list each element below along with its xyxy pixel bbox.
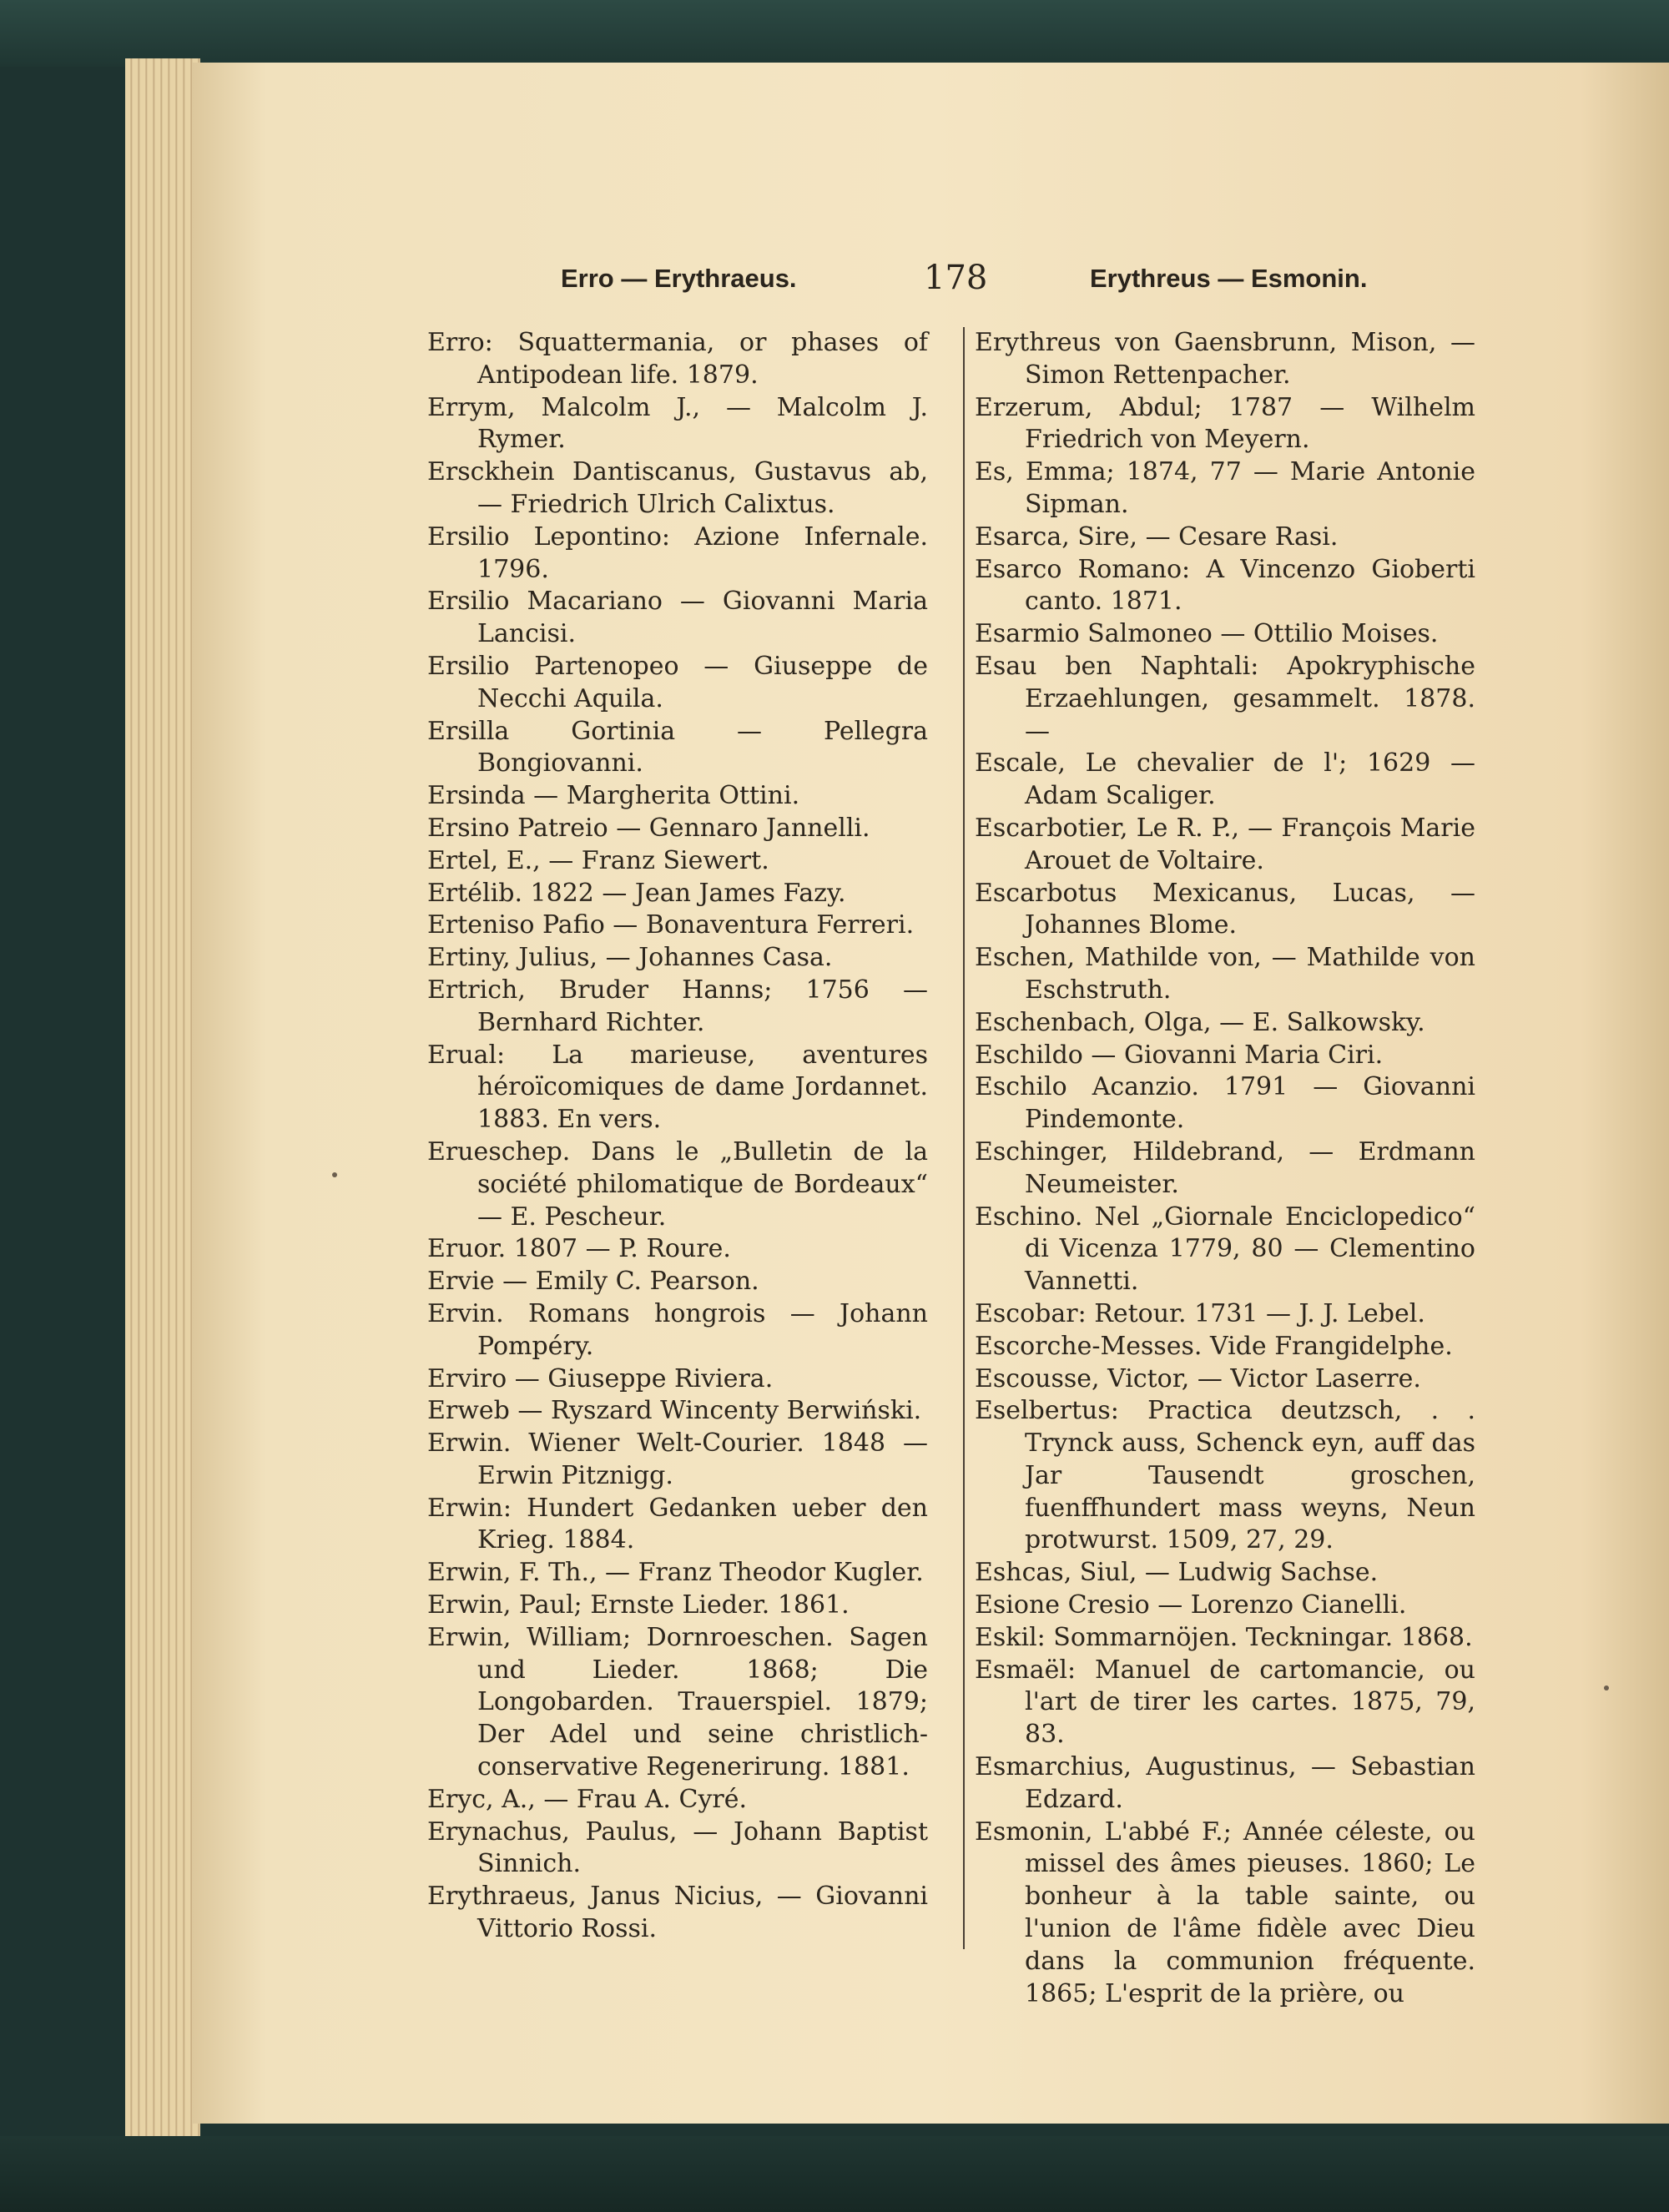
column-divider [963,327,965,1949]
list-item: Ersino Patreio — Gennaro Jannelli. [427,813,870,843]
list-item: Erual: La marieuse, aventures héroïcomiques de dame Jordannet. 1883. En vers. [427,1040,928,1135]
list-item: Ertrich, Bruder Hanns; 1756 — Bernhard Richter. [427,975,928,1037]
list-item: Esarca, Sire, — Cesare Rasi. [975,522,1339,552]
ink-speck [1604,1685,1609,1690]
page-edges [125,58,200,2136]
list-item: Erweb — Ryszard Wincenty Berwiński. [427,1396,922,1426]
list-item: Erythraeus, Janus Nicius, — Giovanni Vittorio Rossi. [427,1882,928,1944]
list-item: Erzerum, Abdul; 1787 — Wilhelm Friedrich von Meyern. [975,392,1475,455]
list-item: Ervin. Romans hongrois — Johann Pompéry. [427,1298,928,1361]
running-head-left: Erro — Erythraeus. [561,264,797,293]
list-item: Ertiny, Julius, — Johannes Casa. [427,943,833,973]
right-column [975,327,1475,2010]
list-item: Erwin, William; Dornroeschen. Sagen und Lieder. 1868; Die Longobarden. Trauerspiel. 1879; Der Adel und seine christlich-conservative Regenerirung. 1881. [427,1622,928,1782]
list-item: Eselbertus: Practica deutzsch, . . Trynck auss, Schenck eyn, auff das Jar Tausendt groschen, fuenffhundert mass weyns, Neun protwurst. 1509, 27, 29. [975,1396,1475,1555]
list-item: Ersinda — Margherita Ottini. [427,781,800,811]
list-item: Esione Cresio — Lorenzo Cianelli. [975,1590,1407,1620]
list-item: Esau ben Naphtali: Apokryphische Erzaehlungen, gesammelt. 1878. — [975,651,1475,746]
list-item: Eschenbach, Olga, — E. Salkowsky. [975,1007,1425,1037]
ink-speck [332,1172,337,1177]
list-item: Erwin: Hundert Gedanken ueber den Krieg. 1884. [427,1493,928,1555]
list-item: Escarbotus Mexicanus, Lucas, — Johannes Blome. [975,878,1475,940]
list-item: Erro: Squattermania, or phases of Antipodean life. 1879. [427,328,928,390]
list-item: Eruor. 1807 — P. Roure. [427,1234,731,1264]
list-item: Ertélib. 1822 — Jean James Fazy. [427,878,846,908]
list-item: Erviro — Giuseppe Riviera. [427,1363,774,1393]
list-item: Ersckhein Dantiscanus, Gustavus ab, — Friedrich Ulrich Calixtus. [427,457,928,519]
list-item: Ertel, E., — Franz Siewert. [427,845,769,875]
list-item: Escousse, Victor, — Victor Laserre. [975,1363,1421,1393]
list-item: Errym, Malcolm J., — Malcolm J. Rymer. [427,392,928,455]
list-item: Ersilio Partenopeo — Giuseppe de Necchi Aquila. [427,651,928,713]
list-item: Esmaël: Manuel de cartomancie, ou l'art de tirer les cartes. 1875, 79, 83. [975,1655,1475,1750]
list-item: Erythreus von Gaensbrunn, Mison, — Simon Rettenpacher. [975,328,1475,390]
list-item: Ersilio Lepontino: Azione Infernale. 1796. [427,522,928,584]
list-item: Eschilo Acanzio. 1791 — Giovanni Pindemonte. [975,1072,1475,1135]
list-item: Eschino. Nel „Giornale Enciclopedico“ di Vicenza 1779, 80 — Clementino Vannetti. [975,1202,1475,1297]
list-item: Eryc, A., — Frau A. Cyré. [427,1784,748,1814]
list-item: Erwin. Wiener Welt-Courier. 1848 — Erwin Pitznigg. [427,1428,928,1490]
list-item: Ervie — Emily C. Pearson. [427,1267,759,1297]
list-item: Eschen, Mathilde von, — Mathilde von Eschstruth. [975,943,1475,1005]
list-item: Erteniso Pafio — Bonaventura Ferreri. [427,910,915,940]
list-item: Escobar: Retour. 1731 — J. J. Lebel. [975,1298,1425,1328]
left-column [427,327,928,1946]
list-item: Esarco Romano: A Vincenzo Gioberti canto. 1871. [975,554,1475,617]
list-item: Eskil: Sommarnöjen. Teckningar. 1868. [975,1622,1473,1652]
list-item: Escorche-Messes. Vide Frangidelphe. [975,1331,1453,1361]
page-number: 178 [924,259,988,297]
list-item: Erwin, Paul; Ernste Lieder. 1861. [427,1590,850,1620]
list-item: Erueschep. Dans le „Bulletin de la société philomatique de Bordeaux“ — E. Pescheur. [427,1136,928,1232]
list-item: Eshcas, Siul, — Ludwig Sachse. [975,1558,1379,1588]
list-item: Escale, Le chevalier de l'; 1629 — Adam Scaliger. [975,748,1475,811]
list-item: Erwin, F. Th., — Franz Theodor Kugler. [427,1558,924,1588]
book-cover-top [0,0,1669,67]
running-head-right: Erythreus — Esmonin. [1090,264,1368,293]
list-item: Esarmio Salmoneo — Ottilio Moises. [975,619,1439,649]
list-item: Ersilio Macariano — Giovanni Maria Lancisi. [427,587,928,649]
book-cover-bottom [0,2136,1669,2212]
list-item: Erynachus, Paulus, — Johann Baptist Sinnich. [427,1816,928,1879]
list-item: Esmarchius, Augustinus, — Sebastian Edzard. [975,1752,1475,1814]
list-item: Esmonin, L'abbé F.; Année céleste, ou missel des âmes pieuses. 1860; Le bonheur à la table sainte, ou l'union de l'âme fidèle avec Dieu dans la communion fréquente. 1865; L'esprit de la prière, ou [975,1816,1475,2008]
list-item: Es, Emma; 1874, 77 — Marie Antonie Sipman. [975,457,1475,519]
list-item: Eschinger, Hildebrand, — Erdmann Neumeister. [975,1136,1475,1199]
list-item: Eschildo — Giovanni Maria Ciri. [975,1040,1384,1070]
list-item: Escarbotier, Le R. P., — François Marie Arouet de Voltaire. [975,813,1475,875]
list-item: Ersilla Gortinia — Pellegra Bongiovanni. [427,716,928,778]
